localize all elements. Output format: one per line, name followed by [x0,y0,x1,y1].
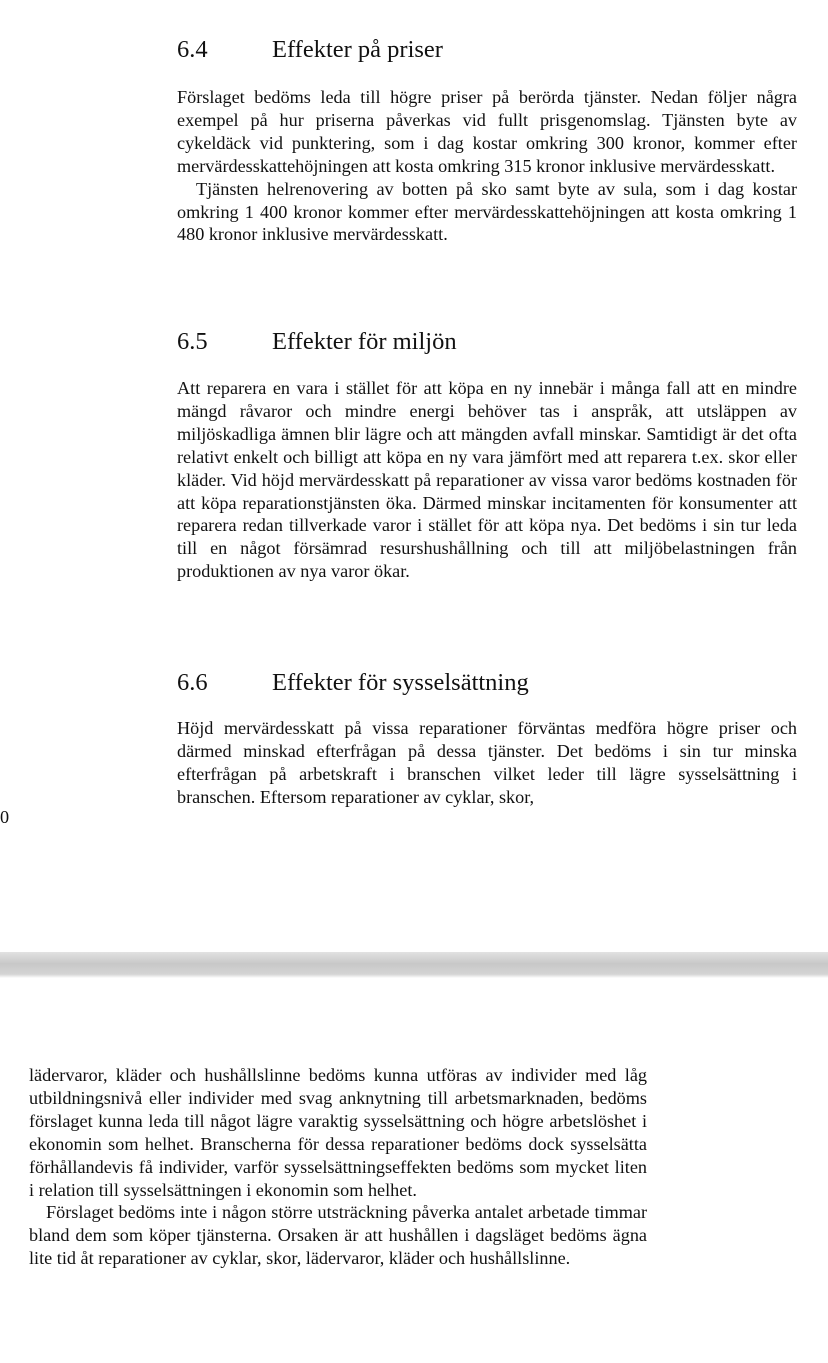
section-body-6-5 [177,377,797,583]
section-title: Effekter på priser [272,36,443,63]
paragraph: Tjänsten helrenovering av botten på sko samt byte av sula, som i dag kostar omkring 1 400 kronor kommer efter mervärdesskattehöjningen att kosta omkring 1 480 kronor inklusive mervärdesskatt. [177,178,797,245]
margin-page-number: 0 [0,807,10,827]
section-heading-6-5 [177,327,797,357]
paragraph: Förslaget bedöms leda till högre priser på berörda tjänster. Nedan följer några exempel på hur priserna påverkas vid fullt prisgenomslag. Tjänsten byte av cykeldäck vid punktering, som i dag kostar omkring 300 kronor, kommer efter mervärdesskattehöjningen att kosta omkring 315 kronor inklusive mervärdesskatt. [177,87,797,176]
section-number: 6.6 [177,669,208,696]
section-heading-6-6 [177,668,797,698]
section-number: 6.5 [177,328,208,355]
paragraph: Förslaget bedöms inte i någon större utsträckning påverka antalet arbetade timmar bland dem som köper tjänsterna. Orsaken är att hushållen i dagsläget bedöms ägna lite tid åt reparationer av cyklar, skor, lädervaror, kläder och hushållslinne. [29,1202,647,1269]
paragraph: Att reparera en vara i stället för att köpa en ny innebär i många fall att en mindre mängd råvaror och mindre energi behöver tas i anspråk, att utsläppen av miljöskadliga ämnen blir lägre och att mängden avfall minskar. Samtidigt är det ofta relativt enkelt och billigt att köpa en ny vara jämfört med att reparera t.ex. skor eller kläder. Vid höjd mervärdesskatt på reparationer av vissa varor bedöms kostnaden för att köpa reparationstjänsten öka. Därmed minskar incitamenten för konsumenter att reparera redan tillverkade varor i stället för att köpa nya. Det bedöms i sin tur leda till en något försämrad resurshushållning och till att miljöbelastningen från produktionen av nya varor ökar. [177,378,797,582]
page-separator [0,952,828,978]
section-heading-6-4 [177,35,797,65]
paragraph: lädervaror, kläder och hushållslinne bedöms kunna utföras av individer med låg utbildningsnivå eller individer med svag anknytning till arbetsmarknaden, bedöms förslaget kunna leda till något lägre varaktig sysselsättning och högre arbetslöshet i ekonomin som helhet. Branscherna för dessa reparationer bedöms dock sysselsätta förhållandevis få individer, varför sysselsättningseffekten bedöms som mycket liten i relation till sysselsättningen i ekonomin som helhet. [29,1065,647,1200]
section-title: Effekter för miljön [272,328,457,355]
paragraph: Höjd mervärdesskatt på vissa reparationer förväntas medföra högre priser och därmed minskad efterfrågan på dessa tjänster. Det bedöms i sin tur minska efterfrågan på arbetskraft i branschen vilket leder till lägre sysselsättning i branschen. Eftersom reparationer av cyklar, skor, [177,718,797,807]
section-number: 6.4 [177,36,208,63]
section-title: Effekter för sysselsättning [272,669,529,696]
section-body-6-4 [177,86,797,246]
section-body-6-6 [177,717,797,809]
continued-section-body [29,1064,647,1270]
